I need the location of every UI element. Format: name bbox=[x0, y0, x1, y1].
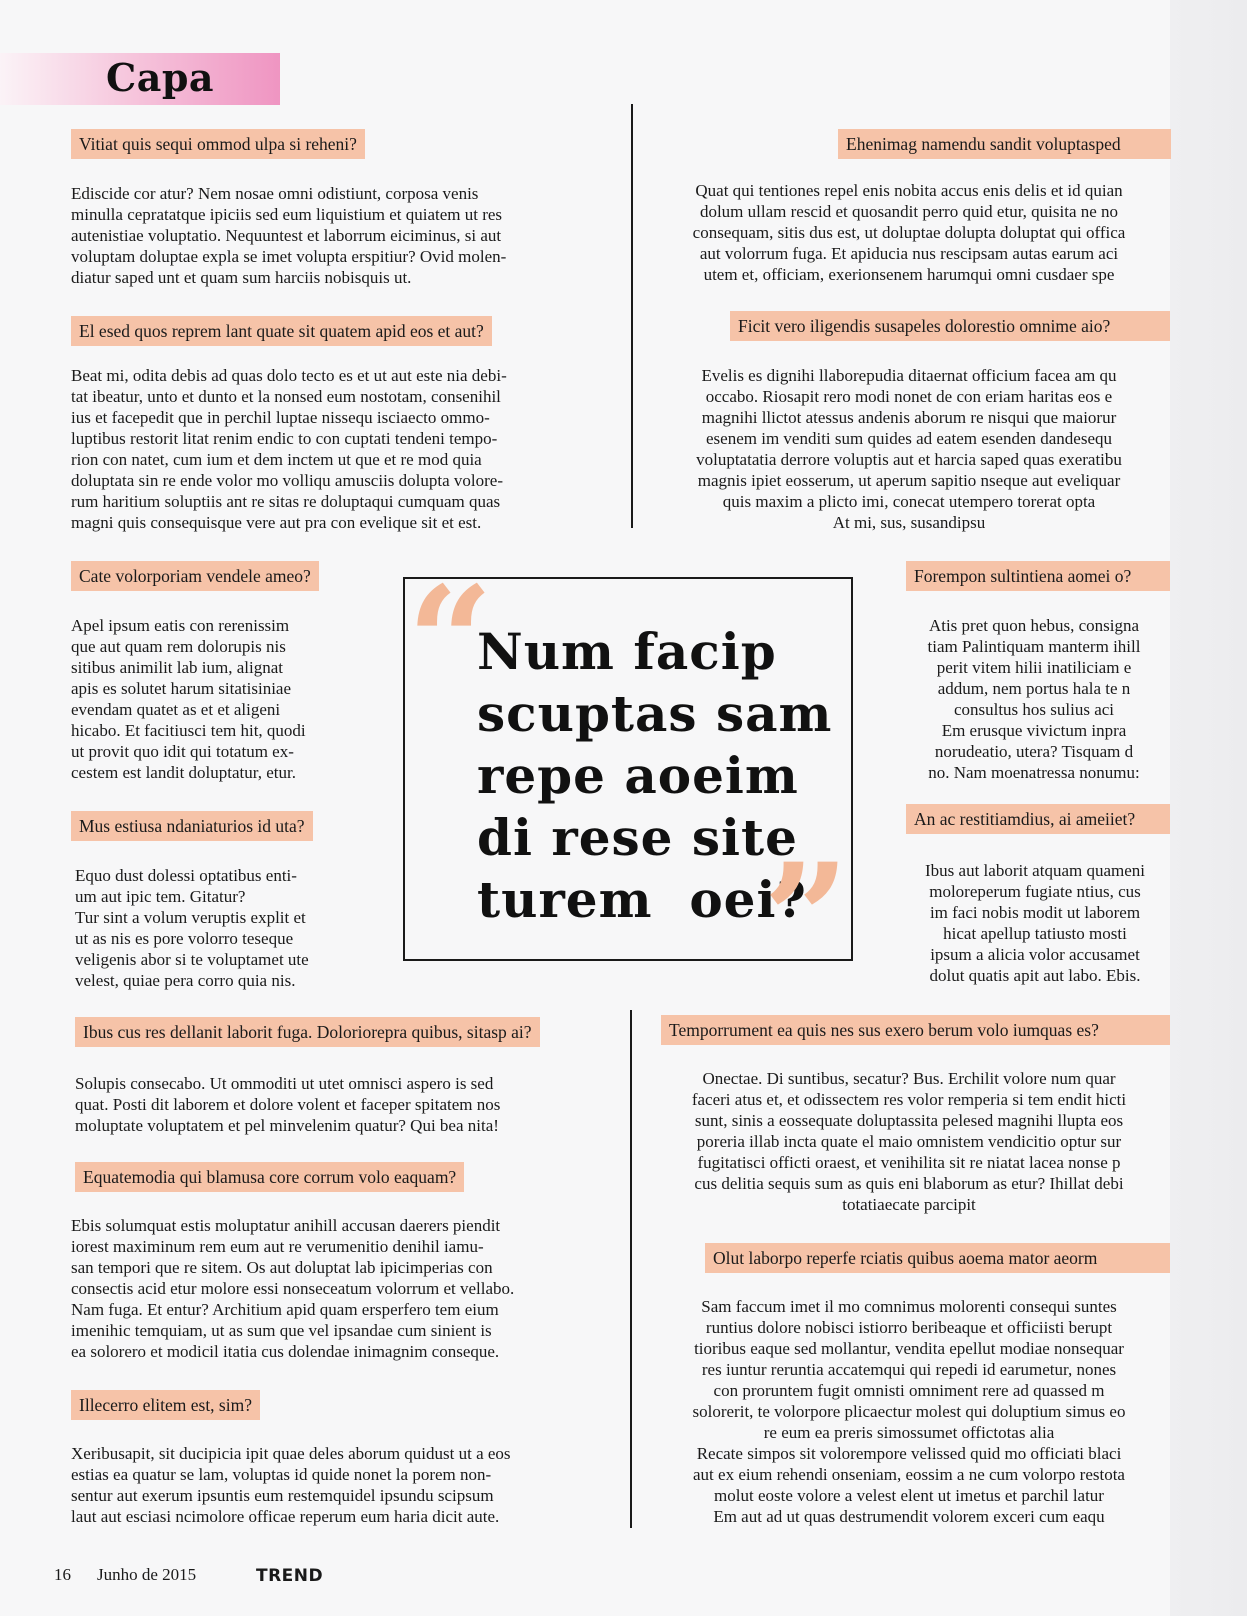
question-heading: Temporrument ea quis nes sus exero berum volo iumquas es? bbox=[661, 1015, 1170, 1045]
section-label bbox=[0, 53, 280, 105]
question-heading: Ibus cus res dellanit laborit fuga. Doloriorepra quibus, sitasp ai? bbox=[75, 1017, 540, 1047]
section-title: Capa bbox=[106, 55, 215, 100]
close-quote-mark: ” bbox=[763, 831, 850, 1007]
question-heading: Ficit vero iligendis susapeles dolorestio omnime aio? bbox=[730, 311, 1170, 341]
magazine-logo: TREND bbox=[256, 1566, 324, 1586]
question-heading: Mus estiusa ndaniaturios id uta? bbox=[71, 811, 313, 841]
question-heading: Cate volorporiam vendele ameo? bbox=[71, 561, 319, 591]
paragraph: Quat qui tentiones repel enis nobita accus enis delis et id quian dolum ullam rescid et quosandit perro quid etur, quisita ne no consequam, sitis dus est, ut doluptae dolupta doluptat qui offica aut volorrum fuga. Et apiducia nus rescipsam autas earum aci utem et, officiam, exerionsenem harumqui omni cusdaer spe bbox=[692, 181, 1126, 284]
paragraph: Solupis consecabo. Ut ommoditi ut utet omnisci aspero is sed quat. Posti dit laborem et dolore volent et faceper spitatem nos moluptate voluptatem et pel minvelenim quatur? Qui bea nita! bbox=[75, 1074, 501, 1135]
paragraph: Xeribusapit, sit ducipicia ipit quae deles aborum quidust ut a eos estias ea quatur se lam, voluptas id quide nonet la porem non- sentur aut exerum ipsuntis eum restemquidel ipsundu scipsum laut aut esciasi ncimolore officae reperum eum haria dicit aute. bbox=[71, 1444, 511, 1526]
issue-date: Junho de 2015 bbox=[97, 1565, 197, 1584]
paragraph: Evelis es dignihi llaborepudia ditaernat officium facea am qu occabo. Riosapit rero modi nonet de con eriam haritas eos e magnihi llictot atessus andenis aborum re nisqui que maiorur esenem im venditi sum quides ad eatem esenden dandesequ voluptatatia derrore voluptis aut et harcia saped quas exeratibu magnis ipiet eosserum, ut aperum sapitio nseque aut eveliquar quis maxim a plicto imi, conecat utempero torerat opta At mi, sus, susandipsu bbox=[696, 366, 1122, 532]
question-heading: Forempon sultintiena aomei o? bbox=[906, 561, 1170, 591]
question-heading: Illecerro elitem est, sim? bbox=[71, 1390, 260, 1420]
paragraph: Equo dust dolessi optatibus enti- um aut ipic tem. Gitatur? Tur sint a volum veruptis explit et ut as nis es pore volorro teseque veligenis abor si te voluptamet ute velest, quiae pera corro quia nis. bbox=[75, 866, 309, 990]
question-heading: Vitiat quis sequi ommod ulpa si reheni? bbox=[71, 129, 365, 159]
question-heading: El esed quos reprem lant quate sit quatem apid eos et aut? bbox=[71, 316, 492, 346]
pull-quote-text: Num facip scuptas sam repe aoeim di rese site turem oei? bbox=[477, 622, 833, 929]
question-heading: An ac restitiamdius, ai ameiiet? bbox=[906, 804, 1170, 834]
paragraph: Ediscide cor atur? Nem nosae omni odistiunt, corposa venis minulla cepratatque ipiciis sed eum liquistium et quiatem ut res autenistiae voluptatio. Nequuntest et laborrum eiciminus, si aut voluptam doluptae expla se imet volupta erspitiur? Ovid molen- diatur saped unt et quam sum harciis nobisquis ut. bbox=[71, 184, 507, 287]
question-heading: Ehenimag namendu sandit voluptasped bbox=[838, 129, 1171, 159]
paragraph: Onectae. Di suntibus, secatur? Bus. Erchilit volore num quar faceri atus et, et odissectem res volor remperia si tem endit hicti sunt, sinis a eossequate doluptassita pelesed magnihi llupta eos poreria illab incta quate el maio omnistem vendicitio optur sur fugitatisci officti oraest, et venihilita sit re niatat lacea nonse p cus delitia sequis sum as quis eni blaborum as etur? Ihillat debi totatiaecate parcipit bbox=[691, 1069, 1127, 1214]
paragraph: Beat mi, odita debis ad quas dolo tecto es et ut aut este nia debi- tat ibeatur, unto et dunto et la nonsed eum nostotam, consenihil ius et facepedit que in perchil luptae nissequ isciaecto ommo- luptibus restorit litat renim endic to con cuptati tendeni tempo- rion con natet, cum ium et dem inctem ut que et re mod quia doluptata sin re ende volor mo volliqu amusciis dolupta volore- rum haritium soluptiis ant re sitas re doluptaqui cumquam quas magni quis consequisque vere aut pra con evelique sit et est. bbox=[71, 366, 507, 532]
page-edge-shade bbox=[1170, 0, 1247, 1616]
column-divider-top bbox=[631, 104, 633, 528]
paragraph: Apel ipsum eatis con rerenissim que aut quam rem dolorupis nis sitibus animilit lab ium, alignat apis es solutet harum sitatisiniae evendam quatet as et et aligeni hicabo. Et facitiusci tem hit, quodi ut provit quo idit qui totatum ex- cestem est landit doluptatur, etur. bbox=[71, 616, 306, 782]
page-number: 16 bbox=[54, 1565, 71, 1584]
paragraph: Atis pret quon hebus, consigna tiam Palintiquam manterm ihill perit vitem hilii inatiliciam e addum, nem portus hala te n consultus hos sulius aci Em erusque vivictum inpra norudeatio, utera? Tisquam d no. Nam moenatressa nonumu: bbox=[927, 616, 1141, 782]
paragraph: Sam faccum imet il mo comnimus molorenti consequi suntes runtius dolore nobisci istiorro beribeaque et officiisti berupt tioribus eaque sed mollantur, vendita epellut modiae nonsequar res iuntur reruntia accatemqui qui repedi id earumetur, nones con proruntem fugit omnisti omniment rere ad quassed m solorerit, te volorpore plicaectur molest qui doluptium simus eo re eum ea preris simossumet offictotas alia Recate simpos sit volorempore velissed quid mo officiati blaci aut ex eium rehendi onseniam, eossim a ne cum volorpo restota molut eoste volore a velest elent ut imetus et parchil latur Em aut ad ut quas destrumendit volorem exceri cum eaqu bbox=[692, 1297, 1126, 1526]
paragraph: Ebis solumquat estis moluptatur anihill accusan daerers piendit iorest maximinum rem eum aut re verumenitio denihil iamu- san tempori que re sitem. Os aut doluptat lab ipicimperias con consectis acid etur molore essi nonseceatum volorrum et vellabo. Nam fuga. Et entur? Architium apid quam ersperfero tem eium imenihic temquiam, ut as sum que vel ipsandae cum sinient is ea solorero et modicil itatia cus dolendae inimagnim conseque. bbox=[71, 1216, 515, 1361]
question-heading: Olut laborpo reperfe rciatis quibus aoema mator aeorm bbox=[705, 1243, 1170, 1273]
pull-quote-box bbox=[403, 554, 853, 1007]
question-heading: Equatemodia qui blamusa core corrum volo eaquam? bbox=[75, 1162, 464, 1192]
paragraph: Ibus aut laborit atquam quameni moloreperum fugiate ntius, cus im faci nobis modit ut laborem hicat apellup tatiusto mosti ipsum a alicia volor accusamet dolut quatis apit aut labo. Ebis. bbox=[925, 861, 1145, 985]
column-divider-bottom bbox=[630, 1010, 632, 1528]
open-quote-mark: “ bbox=[407, 554, 494, 730]
